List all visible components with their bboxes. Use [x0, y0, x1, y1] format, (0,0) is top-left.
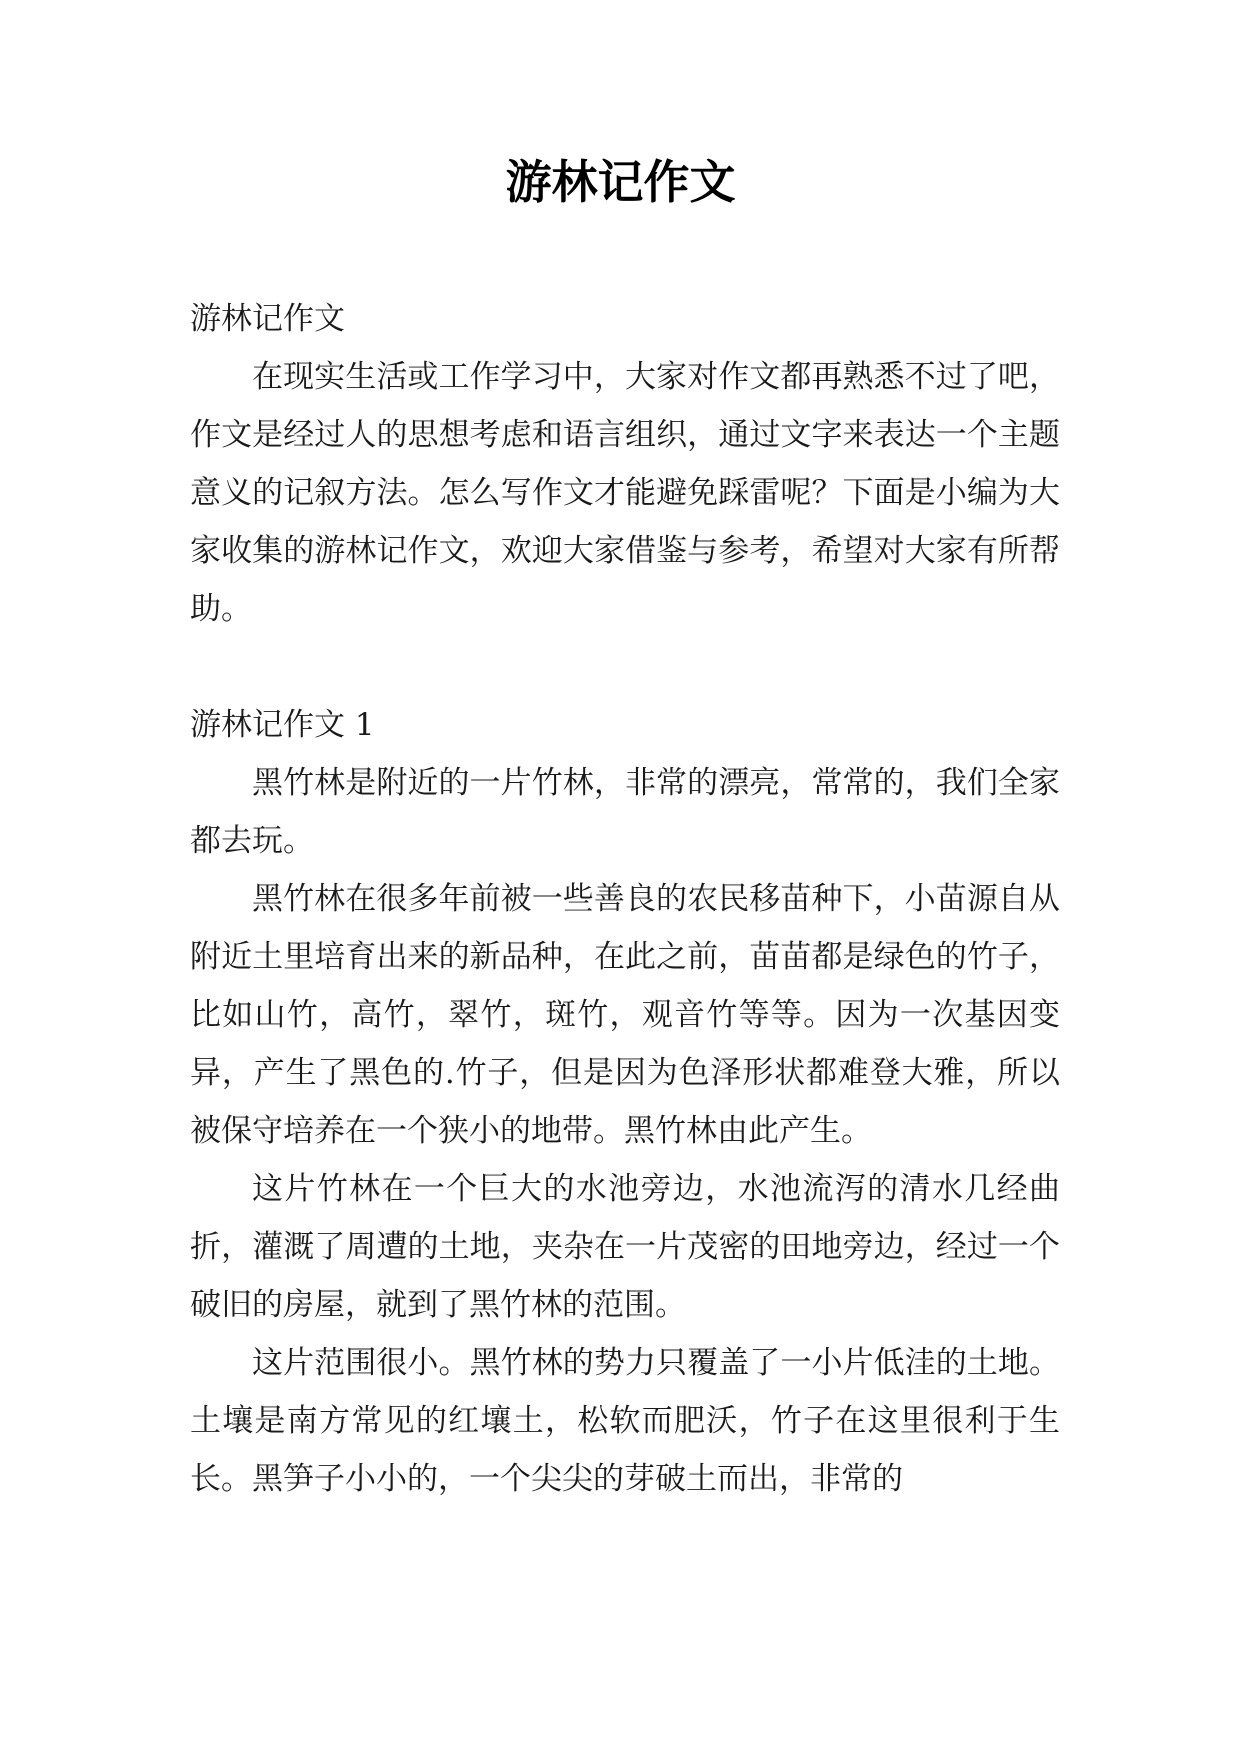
intro-paragraph: 在现实生活或工作学习中，大家对作文都再熟悉不过了吧，作文是经过人的思想考虑和语言组织，通过文字来表达一个主题意义的记叙方法。怎么写作文才能避免踩雷呢？下面是小编为大家收集的游林记作文，欢迎大家借鉴与参考，希望对大家有所帮助。: [190, 359, 1060, 627]
essay-1-paragraph: 这片范围很小。黑竹林的势力只覆盖了一小片低洼的土地。土壤是南方常见的红壤土，松软而肥沃，竹子在这里很利于生长。黑笋子小小的，一个尖尖的芽破土而出，非常的: [190, 1345, 1060, 1497]
intro-heading: 游林记作文: [190, 301, 345, 337]
essay-1-heading: 游林记作文 1: [190, 707, 375, 743]
section-spacer: [190, 638, 1060, 696]
document-body: [190, 290, 1060, 1508]
essay-1-paragraph: 黑竹林在很多年前被一些善良的农民移苗种下，小苗源自从附近土里培育出来的新品种，在此之前，苗苗都是绿色的竹子，比如山竹，高竹，翠竹，斑竹，观音竹等等。因为一次基因变异，产生了黑色的.竹子，但是因为色泽形状都难登大雅，所以被保守培养在一个狭小的地带。黑竹林由此产生。: [190, 881, 1060, 1149]
essay-1-paragraph: 这片竹林在一个巨大的水池旁边，水池流泻的清水几经曲折，灌溉了周遭的土地，夹杂在一片茂密的田地旁边，经过一个破旧的房屋，就到了黑竹林的范围。: [190, 1171, 1060, 1323]
essay-1-paragraph: 黑竹林是附近的一片竹林，非常的漂亮，常常的，我们全家都去玩。: [190, 765, 1060, 859]
document-title: 游林记作文: [505, 155, 736, 209]
